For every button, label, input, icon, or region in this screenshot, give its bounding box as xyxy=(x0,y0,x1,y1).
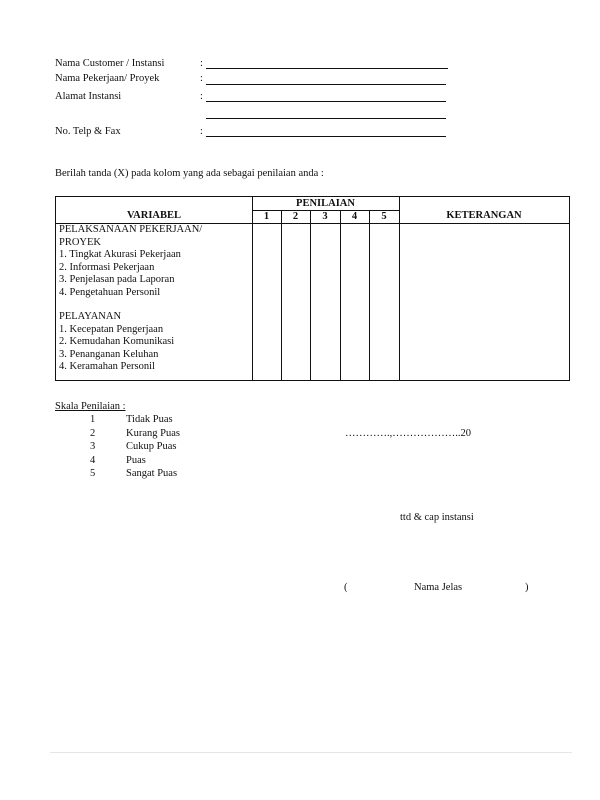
scale-title: Skala Penilaian : xyxy=(55,401,126,412)
header-score-1: 1 xyxy=(263,211,270,222)
field-label-address: Alamat Instansi xyxy=(55,91,122,102)
field-line-phone[interactable] xyxy=(206,136,446,137)
scale-number: 4 xyxy=(90,455,96,466)
field-label-project: Nama Pekerjaan/ Proyek xyxy=(55,73,160,84)
header-score-5: 5 xyxy=(381,211,387,222)
field-label-phone: No. Telp & Fax xyxy=(55,126,121,137)
field-colon-customer: : xyxy=(200,58,203,69)
section-title-pelaksanaan-2: PROYEK xyxy=(59,236,102,248)
field-colon-project: : xyxy=(200,73,203,84)
scale-number: 3 xyxy=(90,441,96,452)
variable-item: 4. Keramahan Personil xyxy=(59,361,155,372)
table-divider-keterangan xyxy=(399,197,400,380)
field-line-address[interactable] xyxy=(206,101,446,102)
name-close-paren: ) xyxy=(525,582,529,593)
table-divider-score-1 xyxy=(281,211,282,380)
page-bottom-divider xyxy=(50,752,572,753)
scale-number: 5 xyxy=(90,468,96,479)
variable-item: 4. Pengetahuan Personil xyxy=(59,286,161,298)
assessment-table xyxy=(55,196,570,381)
table-divider-variabel xyxy=(252,197,253,380)
scale-label: Sangat Puas xyxy=(126,468,178,479)
table-divider-score-4 xyxy=(369,211,370,380)
field-colon-address: : xyxy=(200,91,203,102)
scale-label: Tidak Puas xyxy=(126,414,173,425)
header-score-4: 4 xyxy=(351,211,358,222)
header-score-3: 3 xyxy=(322,211,328,222)
header-variabel: VARIABEL xyxy=(126,210,182,221)
field-line-address-2[interactable] xyxy=(206,118,446,119)
scale-number: 2 xyxy=(90,428,96,439)
variable-item: 1. Kecepatan Pengerjaan xyxy=(59,323,164,335)
section-title-pelayanan: PELAYANAN xyxy=(59,311,122,322)
header-score-2: 2 xyxy=(292,211,299,222)
variable-item: 3. Penanganan Keluhan xyxy=(59,348,159,360)
variable-item: 2. Kemudahan Komunikasi xyxy=(59,336,175,347)
section-title-pelaksanaan: PELAKSANAAN PEKERJAAN/ xyxy=(59,224,203,235)
field-label-customer: Nama Customer / Instansi xyxy=(55,58,165,69)
variable-item: 3. Penjelasan pada Laporan xyxy=(59,274,175,285)
name-open-paren: ( xyxy=(344,582,348,593)
variable-item: 1. Tingkat Akurasi Pekerjaan xyxy=(59,249,181,260)
header-penilaian: PENILAIAN xyxy=(296,198,355,209)
field-colon-phone: : xyxy=(200,126,203,137)
table-divider-score-2 xyxy=(310,211,311,380)
scale-label: Cukup Puas xyxy=(126,441,177,452)
instruction-text: Berilah tanda (X) pada kolom yang ada sebagai penilaian anda : xyxy=(55,168,324,179)
field-line-project[interactable] xyxy=(206,84,446,85)
signature-caption: ttd & cap instansi xyxy=(400,512,474,523)
date-line[interactable]: ………….,………………..20 xyxy=(345,428,471,439)
scale-label: Kurang Puas xyxy=(126,428,180,439)
table-divider-score-3 xyxy=(340,211,341,380)
field-line-customer[interactable] xyxy=(206,68,448,69)
scale-label: Puas xyxy=(126,455,146,466)
header-keterangan: KETERANGAN xyxy=(446,210,522,221)
scale-number: 1 xyxy=(90,414,96,425)
signature-name[interactable]: Nama Jelas xyxy=(414,582,463,593)
variable-item: 2. Informasi Pekerjaan xyxy=(59,261,155,273)
